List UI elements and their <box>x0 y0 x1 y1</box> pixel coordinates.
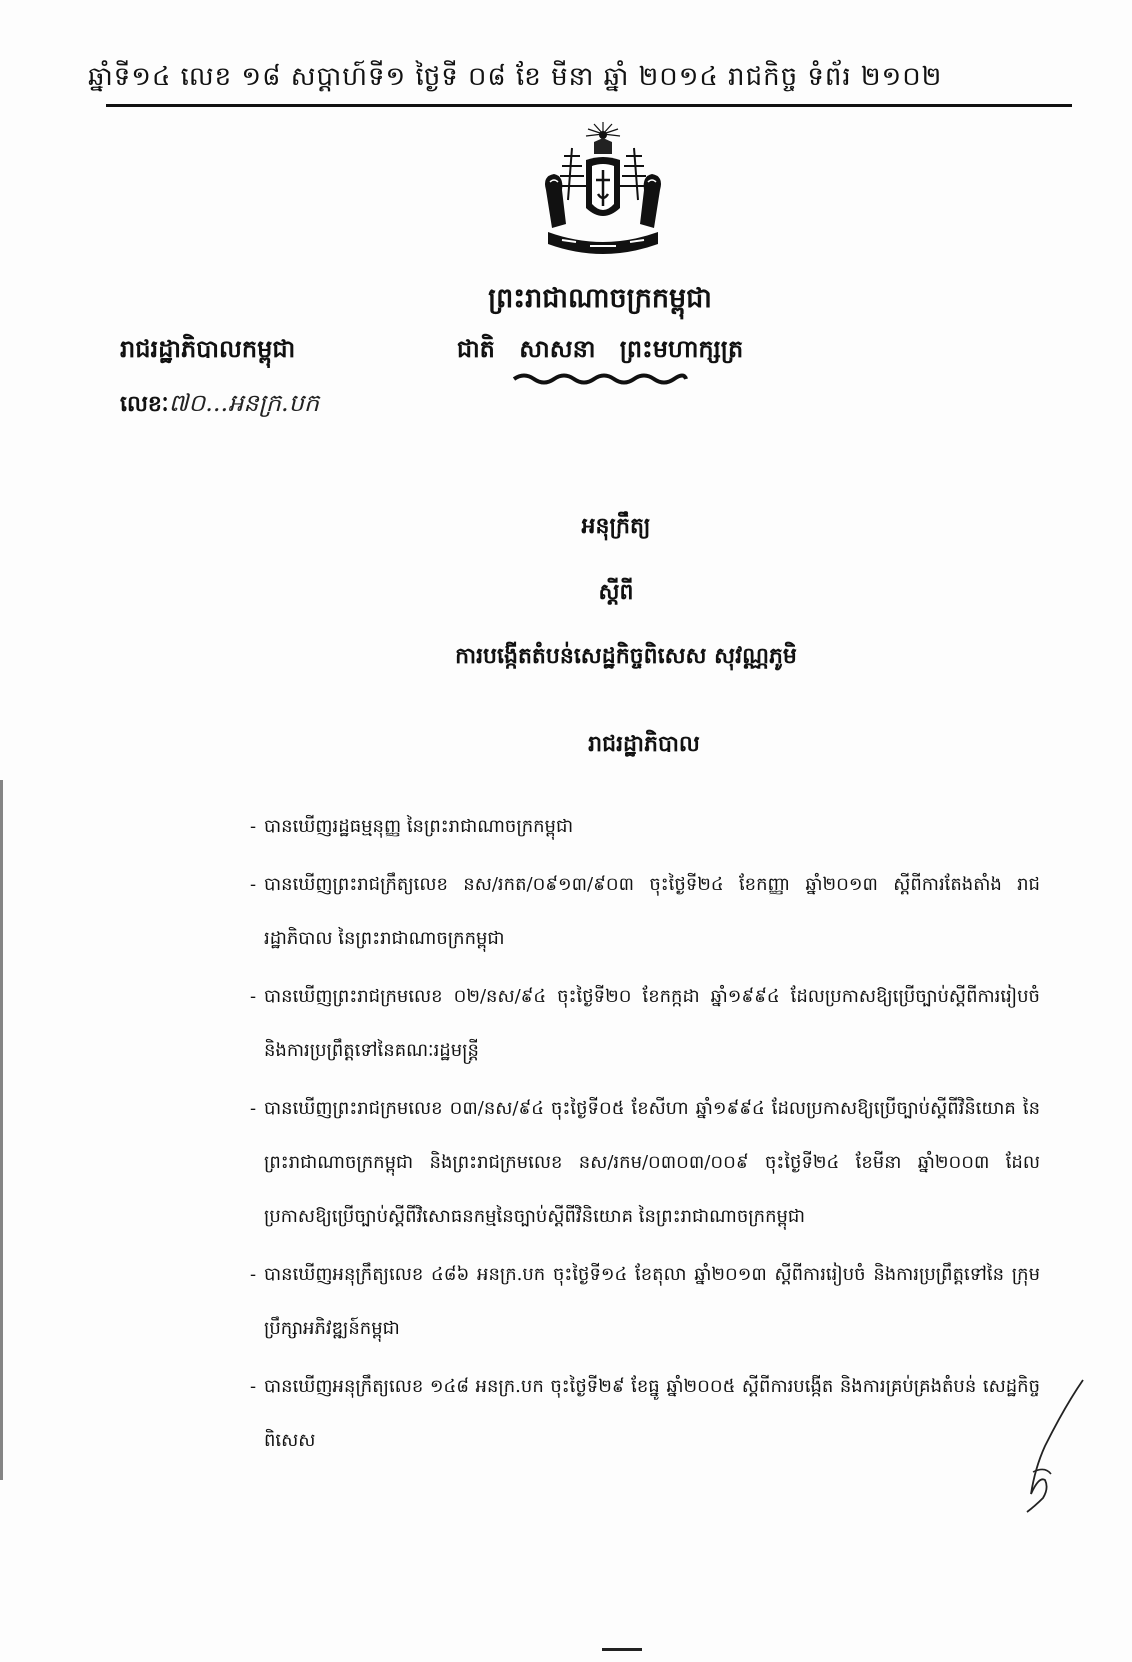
handwritten-initial-icon <box>1005 1376 1085 1516</box>
header-divider <box>106 104 1072 107</box>
page-bottom-mark <box>602 1648 642 1651</box>
issuer-heading: រាជរដ្ឋាភិបាល <box>588 731 700 757</box>
issuing-government: រាជរដ្ឋាភិបាលកម្ពុជា <box>120 334 296 363</box>
royal-coat-of-arms-icon <box>528 120 678 270</box>
clause-text: បានឃើញព្រះរាជក្រមលេខ ០៣/នស/៩៤ ចុះថ្ងៃទី០៥ ខែសីហា ឆ្នាំ១៩៩៤ ដែលប្រកាសឱ្យប្រើច្បាប់ស្ដីពីវិនិយោគ នៃព្រះរាជាណាចក្រកម្ពុជា និងព្រះរាជក្រមលេខ នស/រកម/០៣០៣/០០៩ ចុះថ្ងៃទី២៤ ខែមីនា ឆ្នាំ២០០៣ ដែល ប្រកាសឱ្យប្រើច្បាប់ស្ដីពីវិសោធនកម្មនៃច្បាប់ស្ដីពីវិនិយោគ នៃព្រះរាជាណាចក្រកម្ពុជា <box>264 1098 1040 1227</box>
gazette-header: ឆ្នាំទី១៤ លេខ ១៨ សប្ដាហ៍ទី១ ថ្ងៃទី ០៨ ខែ មីនា ឆ្នាំ ២០១៤ រាជកិច្ច ទំព័រ ២១០២ <box>88 62 943 92</box>
kingdom-title: ព្រះរាជាណាចក្រកម្ពុជា <box>488 283 712 314</box>
reference-number <box>120 388 319 423</box>
clause-item <box>250 800 1040 854</box>
clause-dash: - <box>250 986 257 1007</box>
clause-item <box>250 1082 1040 1244</box>
clause-dash: - <box>250 1264 257 1285</box>
clause-item <box>250 858 1040 966</box>
clause-dash: - <box>250 816 257 837</box>
about-label: ស្ដីពី <box>598 579 634 605</box>
clause-dash: - <box>250 1098 257 1119</box>
reference-number-label: លេខៈ <box>120 391 169 417</box>
clause-text: បានឃើញអនុក្រឹត្យលេខ ៤៨៦ អនក្រ.បក ចុះថ្ងៃទី១៤ ខែតុលា ឆ្នាំ២០១៣ ស្ដីពីការរៀបចំ និងការប្រព្រឹត្តទៅនៃ ក្រុមប្រឹក្សាអភិវឌ្ឍន៍កម្ពុជា <box>264 1264 1040 1339</box>
ornament-divider-icon <box>510 372 690 386</box>
clause-text: បានឃើញព្រះរាជក្រមលេខ ០២/នស/៩៤ ចុះថ្ងៃទី២០ ខែកក្កដា ឆ្នាំ១៩៩៤ ដែលប្រកាសឱ្យប្រើច្បាប់ស្ដីពីការរៀបចំ និងការប្រព្រឹត្តទៅនៃគណៈរដ្ឋមន្ត្រី <box>264 986 1040 1061</box>
scan-edge <box>0 780 3 1480</box>
clause-item <box>250 1248 1040 1356</box>
clause-text: បានឃើញអនុក្រឹត្យលេខ ១៤៨ អនក្រ.បក ចុះថ្ងៃទី២៩ ខែធ្នូ ឆ្នាំ២០០៥ ស្ដីពីការបង្កើត និងការគ្រប់គ្រងតំបន់ សេដ្ឋកិច្ចពិសេស <box>264 1376 1040 1451</box>
document-type: អនុក្រឹត្យ <box>581 513 651 539</box>
clause-item <box>250 1360 1040 1468</box>
preamble-clauses <box>250 800 1040 1472</box>
document-subject: ការបង្កើតតំបន់សេដ្ឋកិច្ចពិសេស សុវណ្ណភូមិ <box>455 643 797 669</box>
clause-item <box>250 970 1040 1078</box>
clause-text: បានឃើញរដ្ឋធម្មនុញ្ញ នៃព្រះរាជាណាចក្រកម្ពុជា <box>264 816 574 837</box>
clause-dash: - <box>250 1376 257 1397</box>
reference-number-value: ៧០...អនក្រ.បក <box>168 389 320 417</box>
clause-dash: - <box>250 874 257 895</box>
clause-text: បានឃើញព្រះរាជក្រឹត្យលេខ នស/រកត/០៩១៣/៩០៣ ចុះថ្ងៃទី២៤ ខែកញ្ញា ឆ្នាំ២០១៣ ស្ដីពីការតែងតាំង រាជរដ្ឋាភិបាល នៃព្រះរាជាណាចក្រកម្ពុជា <box>264 874 1040 949</box>
national-motto: ជាតិ សាសនា ព្រះមហាក្សត្រ <box>456 334 744 363</box>
